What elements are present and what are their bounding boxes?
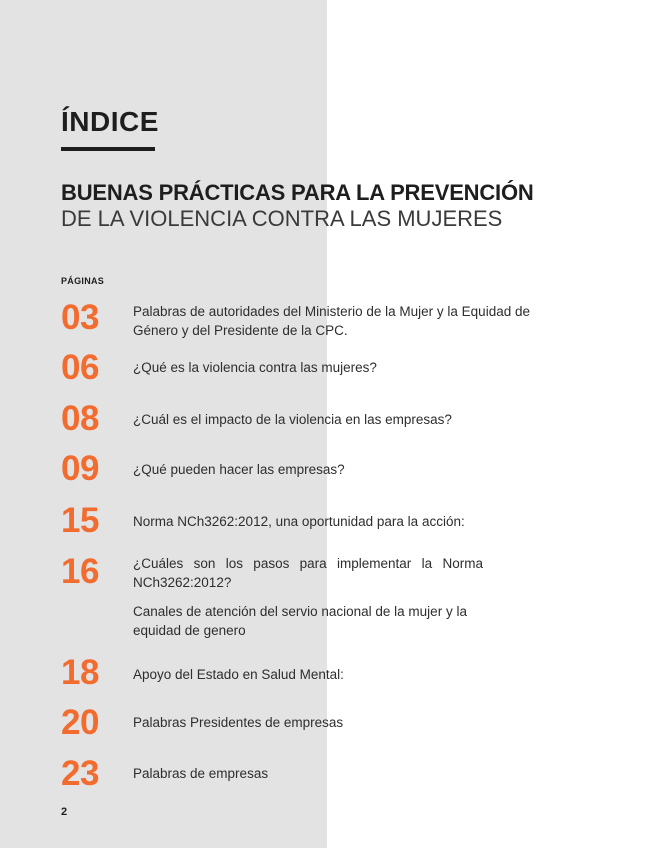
entry-page-number: 15 [61, 501, 99, 540]
pages-column-label: PÁGINAS [61, 276, 105, 286]
entry-page-number: 06 [61, 348, 99, 387]
entry-page-number: 18 [61, 653, 99, 692]
page-number: 2 [61, 806, 68, 818]
publication-headline [61, 180, 534, 232]
entry-title-link[interactable]: ¿Qué es la violencia contra las mujeres? [133, 360, 377, 375]
entry-page-number: 16 [61, 552, 99, 591]
entry-page-number: 20 [61, 703, 99, 742]
title-underline [61, 147, 155, 151]
entry-title-link[interactable]: ¿Qué pueden hacer las empresas? [133, 462, 345, 477]
entry-title-link[interactable]: Palabras de autoridades del Ministerio de la Mujer y la Equidad de Género y del Presidente de la CPC. [133, 304, 530, 338]
entry-title-link[interactable]: Canales de atención del servio nacional de la mujer y la equidad de genero [133, 604, 467, 638]
headline-light-line: DE LA VIOLENCIA CONTRA LAS MUJERES [61, 206, 503, 231]
entry-title-link[interactable]: Norma NCh3262:2012, una oportunidad para la acción: [133, 514, 465, 529]
entry-page-number: 03 [61, 298, 99, 337]
entry-title-link[interactable]: ¿Cuál es el impacto de la violencia en las empresas? [133, 412, 452, 427]
entry-title-link[interactable]: Palabras de empresas [133, 766, 269, 781]
entry-page-number: 08 [61, 399, 99, 438]
entry-title-link[interactable]: Apoyo del Estado en Salud Mental: [133, 667, 344, 682]
index-title: ÍNDICE [61, 106, 159, 137]
headline-bold-line: BUENAS PRÁCTICAS PARA LA PREVENCIÓN [61, 180, 534, 205]
entry-page-number: 09 [61, 449, 99, 488]
entry-page-number: 23 [61, 754, 99, 793]
entry-title-link[interactable]: Palabras Presidentes de empresas [133, 715, 344, 730]
entry-title-link[interactable]: ¿Cuáles son los pasos para implementar la Norma NCh3262:2012? [133, 556, 483, 590]
